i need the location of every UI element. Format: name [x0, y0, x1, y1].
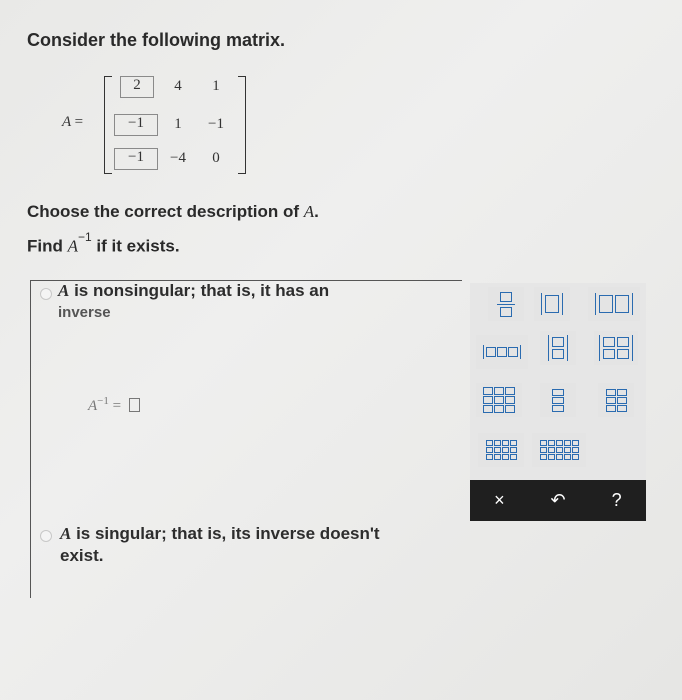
matrix-3x3-icon: [481, 385, 517, 415]
option-singular-radio[interactable]: [40, 530, 52, 542]
option-nonsingular-label[interactable]: [58, 281, 398, 321]
matrix-cell: −1: [208, 116, 224, 132]
fraction-icon: [497, 292, 515, 317]
option-nonsingular-desc: is nonsingular; that is, it has an: [69, 281, 330, 300]
option-singular-var: A: [60, 524, 72, 543]
option-nonsingular-overflow: inverse: [58, 304, 111, 321]
find-prompt-text: Find: [27, 236, 68, 256]
option-singular-label[interactable]: [60, 523, 460, 567]
matrix-cell: 2: [120, 76, 154, 98]
matrix-cell: 1: [174, 116, 182, 132]
find-prompt-end: if it exists.: [91, 236, 180, 256]
matrix-1x2-icon: [595, 293, 633, 315]
matrix-3x4-icon: [484, 438, 519, 462]
matrix-2x1-icon: [548, 335, 568, 361]
undo-icon: ↶: [550, 490, 566, 510]
option-singular-desc: is singular; that is, its inverse doesn't: [71, 524, 380, 543]
matrix-equals: =: [74, 114, 84, 130]
help-button[interactable]: [592, 490, 642, 511]
undo-button[interactable]: [533, 490, 583, 511]
matrix-1x3-button[interactable]: [476, 335, 528, 369]
find-prompt-var: A: [67, 236, 78, 256]
find-prompt: [27, 230, 180, 257]
inverse-answer-input[interactable]: [129, 398, 140, 412]
matrix-cell: 4: [174, 78, 182, 94]
inverse-equals: =: [112, 398, 122, 414]
matrix-2x2-icon: [599, 335, 633, 361]
matrix-label: [62, 114, 83, 131]
fraction-button[interactable]: [488, 287, 524, 321]
matrix-2x1-button[interactable]: [540, 331, 576, 365]
inverse-equation: [88, 395, 140, 415]
option-singular-desc2: exist.: [60, 546, 104, 565]
choose-prompt-text: Choose the correct description of: [27, 202, 304, 221]
matrix-cell: −4: [170, 150, 186, 166]
left-bracket: [104, 76, 112, 174]
matrix-3x4-button[interactable]: [478, 433, 524, 467]
matrix-3x5-button[interactable]: [532, 433, 586, 467]
matrix-3x5-icon: [538, 438, 581, 462]
matrix-1x1-icon: [541, 293, 563, 315]
choose-prompt: [27, 202, 319, 222]
find-prompt-exp: −1: [78, 230, 92, 244]
matrix-3x2-icon: [604, 387, 629, 414]
inverse-exp: −1: [97, 395, 109, 407]
clear-button[interactable]: [474, 490, 524, 511]
close-icon: ×: [494, 490, 505, 510]
matrix-3x1-button[interactable]: [540, 383, 576, 417]
matrix-cell: 1: [212, 78, 220, 94]
matrix-display: [62, 70, 262, 178]
option-nonsingular-radio[interactable]: [40, 288, 52, 300]
matrix-var: A: [62, 114, 71, 130]
question-title: Consider the following matrix.: [27, 30, 286, 50]
matrix-3x2-button[interactable]: [598, 383, 634, 417]
vector-1x1-button[interactable]: [534, 287, 570, 321]
matrix-2x2-button[interactable]: [594, 331, 638, 365]
matrix-cell: −1: [114, 148, 158, 170]
inverse-var: A: [88, 398, 98, 414]
matrix-cell: −1: [114, 114, 158, 136]
choose-prompt-end: .: [314, 202, 319, 221]
option-nonsingular-text: [58, 280, 398, 302]
matrix-cell: 0: [212, 150, 220, 166]
matrix-3x1-icon: [549, 387, 567, 414]
right-bracket: [238, 76, 246, 174]
palette-footer: [470, 480, 646, 521]
matrix-3x3-button[interactable]: [476, 383, 522, 417]
option-nonsingular-var: A: [58, 281, 70, 300]
choose-prompt-var: A: [303, 202, 315, 221]
matrix-1x3-icon: [483, 345, 521, 359]
matrix-1x2-button[interactable]: [588, 287, 640, 321]
help-icon: ?: [611, 490, 622, 510]
